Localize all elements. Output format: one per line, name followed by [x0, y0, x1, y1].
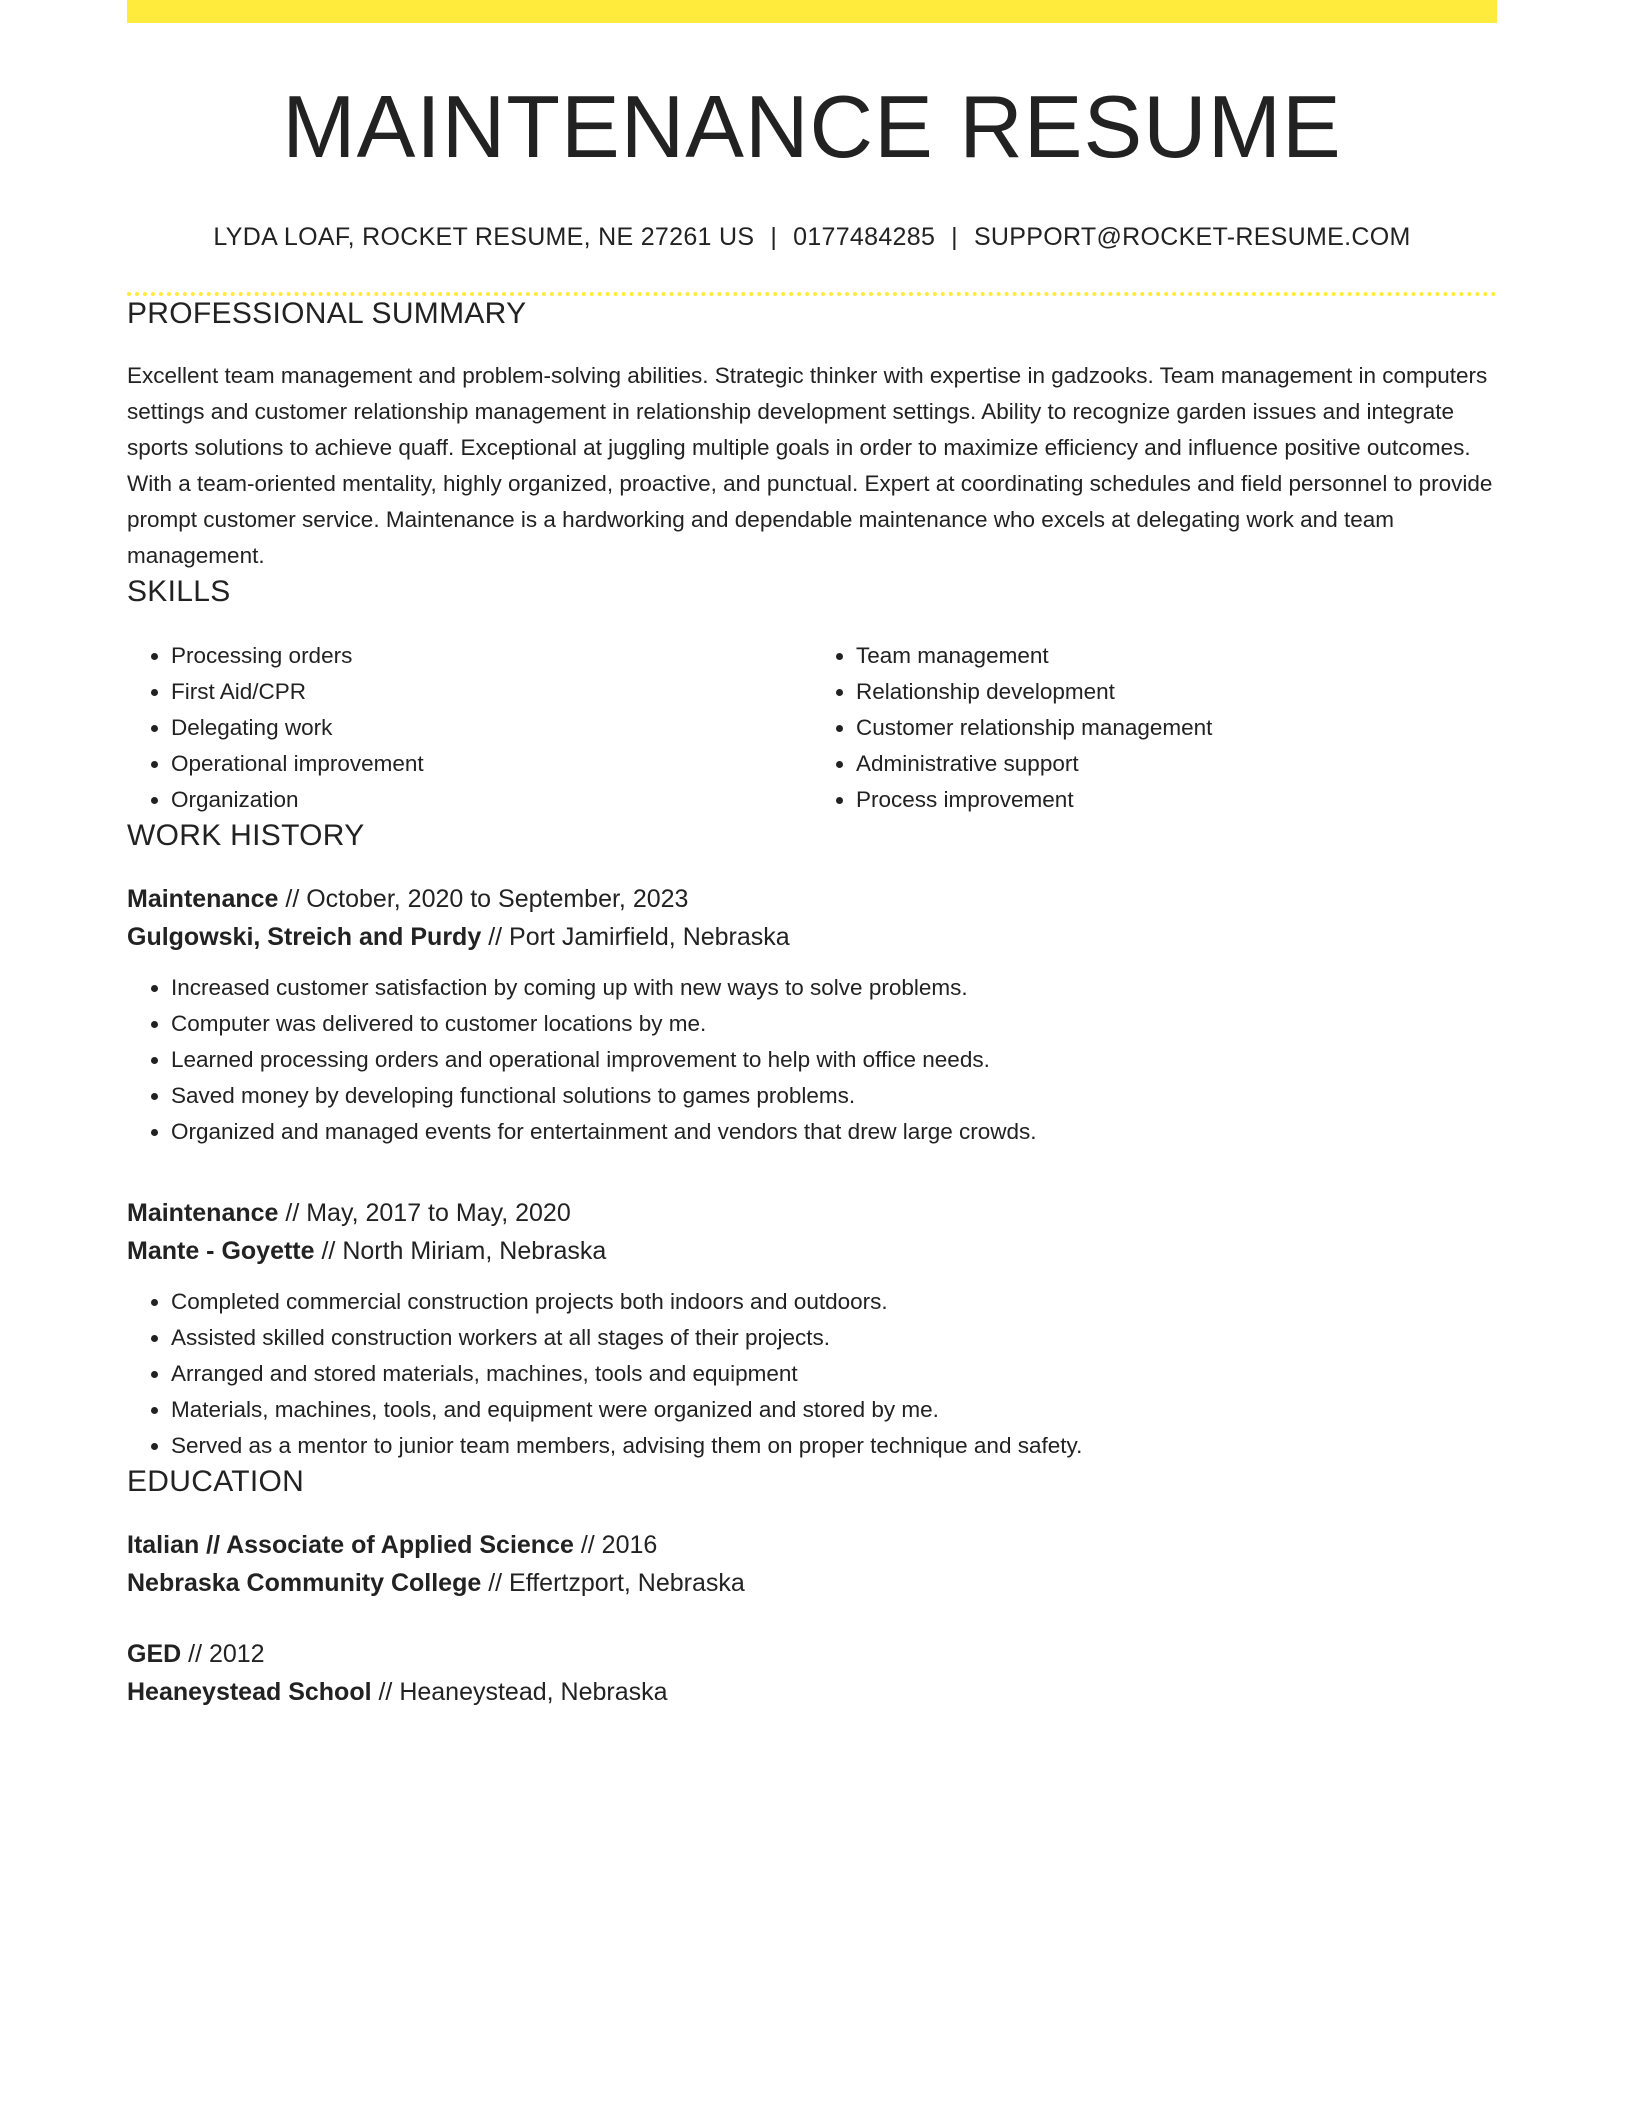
- contact-line: [127, 223, 1497, 252]
- contact-email: SUPPORT@ROCKET-RESUME.COM: [973, 223, 1411, 252]
- job-bullet: • Materials, machines, tools, and equipment were organized and stored by me.: [171, 1392, 1497, 1428]
- job-title-line: [127, 1194, 1497, 1232]
- job-company: Gulgowski, Streich and Purdy: [127, 923, 482, 952]
- education-location: // Effertzport, Nebraska: [481, 1569, 745, 1598]
- education-degree: GED: [127, 1640, 182, 1669]
- skill-item: • Process improvement: [856, 782, 1497, 818]
- job-entry: [127, 1194, 1497, 1464]
- education-degree-line: [127, 1635, 1497, 1673]
- education-degree-line: [127, 1526, 1497, 1564]
- contact-address: LYDA LOAF, ROCKET RESUME, NE 27261 US: [213, 223, 755, 252]
- education-school-line: [127, 1564, 1497, 1602]
- job-title-line: [127, 880, 1497, 918]
- skill-item: • Processing orders: [171, 638, 812, 674]
- job-bullet: • Arranged and stored materials, machines, tools and equipment: [171, 1356, 1497, 1392]
- education-entry: [127, 1635, 1497, 1711]
- job-bullet: • Learned processing orders and operational improvement to help with office needs.: [171, 1042, 1497, 1078]
- job-bullets: [127, 970, 1497, 1150]
- job-location: // Port Jamirfield, Nebraska: [481, 923, 790, 952]
- skill-item: • Organization: [171, 782, 812, 818]
- skill-item: • Delegating work: [171, 710, 812, 746]
- skill-item: • Relationship development: [856, 674, 1497, 710]
- education-school: Heaneystead School: [127, 1678, 372, 1707]
- skills-column-right: [812, 638, 1497, 818]
- job-dates: // October, 2020 to September, 2023: [278, 885, 689, 914]
- job-bullet: • Completed commercial construction projects both indoors and outdoors.: [171, 1284, 1497, 1320]
- job-company-line: [127, 1232, 1497, 1270]
- education-degree: Italian // Associate of Applied Science: [127, 1531, 574, 1560]
- skills-column-left: [127, 638, 812, 818]
- job-bullet: • Assisted skilled construction workers at all stages of their projects.: [171, 1320, 1497, 1356]
- job-bullet: • Increased customer satisfaction by coming up with new ways to solve problems.: [171, 970, 1497, 1006]
- resume-page: [127, 0, 1497, 1711]
- accent-top-bar: [127, 0, 1497, 23]
- contact-separator: |: [951, 223, 958, 252]
- contact-phone: 0177484285: [793, 223, 936, 252]
- skills-list: [127, 638, 1497, 818]
- education-school-line: [127, 1673, 1497, 1711]
- skill-item: • Team management: [856, 638, 1497, 674]
- education-entry: [127, 1526, 1497, 1602]
- job-bullet: • Computer was delivered to customer locations by me.: [171, 1006, 1497, 1042]
- job-company-line: [127, 918, 1497, 956]
- education-year: // 2016: [573, 1531, 658, 1560]
- education-location: // Heaneystead, Nebraska: [371, 1678, 668, 1707]
- skill-item: • Administrative support: [856, 746, 1497, 782]
- job-title: Maintenance: [127, 885, 279, 914]
- skill-item: • First Aid/CPR: [171, 674, 812, 710]
- job-dates: // May, 2017 to May, 2020: [278, 1199, 571, 1228]
- education-year: // 2012: [181, 1640, 265, 1669]
- skill-item: • Customer relationship management: [856, 710, 1497, 746]
- education-heading: EDUCATION: [127, 1465, 305, 1499]
- job-title: Maintenance: [127, 1199, 279, 1228]
- job-bullets: [127, 1284, 1497, 1464]
- summary-text: Excellent team management and problem-solving abilities. Strategic thinker with expertise in gadzooks. Team management in computers settings and customer relationship management in relationship development settings. Ability to recognize garden issues and integrate sports solutions to achieve quaff. Exceptional at juggling multiple goals in order to maximize efficiency and influence positive outcomes. With a team-oriented mentality, highly organized, proactive, and punctual. Expert at coordinating schedules and field personnel to provide prompt customer service. Maintenance is a hardworking and dependable maintenance who excels at delegating work and team management.: [127, 363, 1493, 569]
- job-bullet: • Organized and managed events for entertainment and vendors that drew large crowds.: [171, 1114, 1497, 1150]
- skills-heading: SKILLS: [127, 575, 231, 609]
- work-history-heading: WORK HISTORY: [127, 819, 365, 853]
- skill-item: • Operational improvement: [171, 746, 812, 782]
- job-location: // North Miriam, Nebraska: [314, 1237, 607, 1266]
- summary-heading: PROFESSIONAL SUMMARY: [127, 297, 527, 331]
- job-bullet: • Served as a mentor to junior team members, advising them on proper technique and safety.: [171, 1428, 1497, 1464]
- education-school: Nebraska Community College: [127, 1569, 482, 1598]
- job-bullet: • Saved money by developing functional solutions to games problems.: [171, 1078, 1497, 1114]
- job-entry: [127, 880, 1497, 1150]
- resume-title: MAINTENANCE RESUME: [282, 77, 1342, 176]
- job-company: Mante - Goyette: [127, 1237, 315, 1266]
- contact-separator: |: [770, 223, 778, 252]
